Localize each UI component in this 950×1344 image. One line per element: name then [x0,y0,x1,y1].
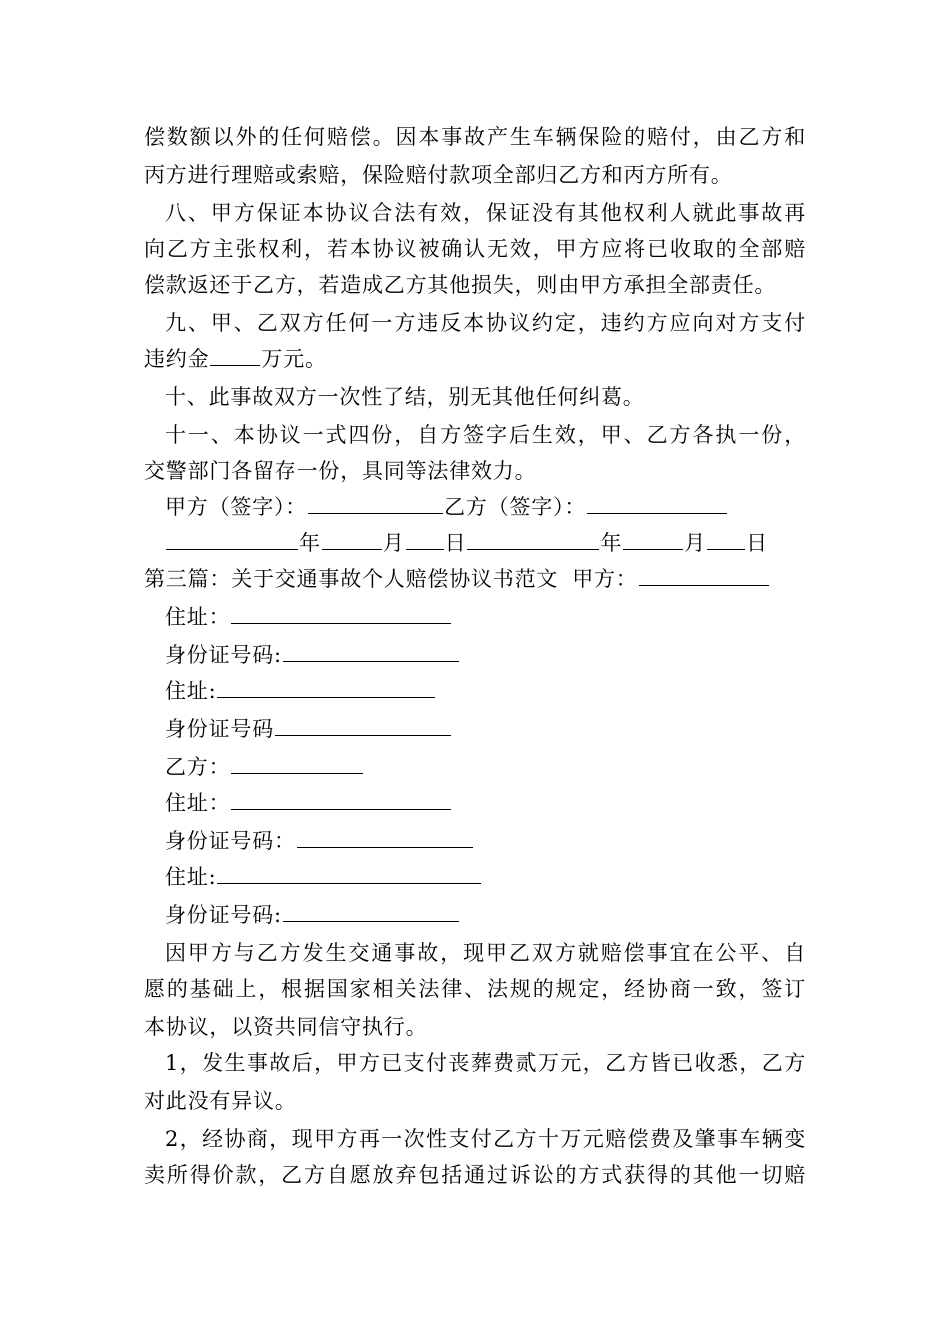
party-b-blank [231,753,363,774]
sign-b-blank [587,493,727,514]
id-label: 身份证号码: [165,903,282,927]
field-line [165,674,806,708]
party-a-label: 甲方： [572,567,638,591]
day-label: 日 [444,531,467,555]
field-line [165,786,806,820]
field-line [165,898,806,932]
year-label: 年 [299,531,321,555]
penalty-amount-blank [210,345,260,366]
address-blank [231,789,451,810]
month-b-blank [623,529,683,550]
text-line: 偿数额以外的任何赔偿。因本事故产生车辆保险的赔付，由乙方和 [144,125,806,149]
id-label: 身份证号码: [165,643,282,667]
id-blank [283,901,459,922]
address-blank [231,603,451,624]
year-a-blank [166,529,298,550]
id-label: 身份证号码 [165,717,274,741]
id-blank [283,641,459,662]
field-line [165,750,806,784]
field-line [165,824,806,858]
day-b-blank [707,529,745,550]
text-line: 对此没有异议。 [144,1089,297,1113]
text-line: 本协议，以资共同信守执行。 [144,1015,428,1039]
sign-a-blank [308,493,443,514]
field-line [165,860,806,894]
month-a-blank [322,529,382,550]
field-line [165,600,806,634]
section3-title: 第三篇：关于交通事故个人赔偿协议书范文 [144,567,559,591]
address-label: 住址: [165,865,217,889]
text-line: 交警部门各留存一份，具同等法律效力。 [144,459,537,483]
signature-line [165,490,806,524]
text-line: 十一、本协议一式四份，自方签字后生效，甲、乙方各执一份， [165,423,806,447]
sign-b-label: 乙方（签字）： [444,495,587,519]
date-line [165,526,806,560]
year-b-blank [467,529,599,550]
day-a-blank [406,529,444,550]
penalty-suffix: 万元。 [261,347,327,371]
id-label: 身份证号码： [165,829,296,853]
address-label: 住址： [165,791,231,815]
text-line: 十、此事故双方一次性了结，别无其他任何纠葛。 [165,385,645,409]
text-line: 九、甲、乙双方任何一方违反本协议约定，违约方应向对方支付 [165,311,806,335]
section-title-line [144,562,806,596]
address-blank [217,677,435,698]
id-blank [297,827,473,848]
day-label: 日 [746,531,768,555]
text-line: 因甲方与乙方发生交通事故，现甲乙双方就赔偿事宜在公平、自 [165,941,806,965]
year-label: 年 [600,531,623,555]
party-a-blank [639,565,769,586]
text-line: 2，经协商，现甲方再一次性支付乙方十万元赔偿费及肇事车辆变 [165,1127,806,1151]
address-blank [217,863,481,884]
text-line: 偿款返还于乙方，若造成乙方其他损失，则由甲方承担全部责任。 [144,273,777,297]
id-blank [275,715,451,736]
sign-a-label: 甲方（签字）： [165,495,308,519]
text-line: 向乙方主张权利，若本协议被确认无效，甲方应将已收取的全部赔 [144,237,806,261]
penalty-line [144,342,806,376]
address-label: 住址: [165,679,217,703]
field-line [165,638,806,672]
penalty-prefix: 违约金 [144,347,210,371]
field-line [165,712,806,746]
text-line: 愿的基础上，根据国家相关法律、法规的规定，经协商一致，签订 [144,977,806,1001]
text-line: 卖所得价款，乙方自愿放弃包括通过诉讼的方式获得的其他一切赔 [144,1163,806,1187]
address-label: 住址： [165,605,231,629]
party-b-label: 乙方： [165,755,231,779]
text-line: 丙方进行理赔或索赔，保险赔付款项全部归乙方和丙方所有。 [144,163,733,187]
text-line: 1，发生事故后，甲方已支付丧葬费贰万元，乙方皆已收悉，乙方 [165,1051,806,1075]
month-label: 月 [382,531,405,555]
text-line: 八、甲方保证本协议合法有效，保证没有其他权利人就此事故再 [165,201,806,225]
month-label: 月 [684,531,707,555]
